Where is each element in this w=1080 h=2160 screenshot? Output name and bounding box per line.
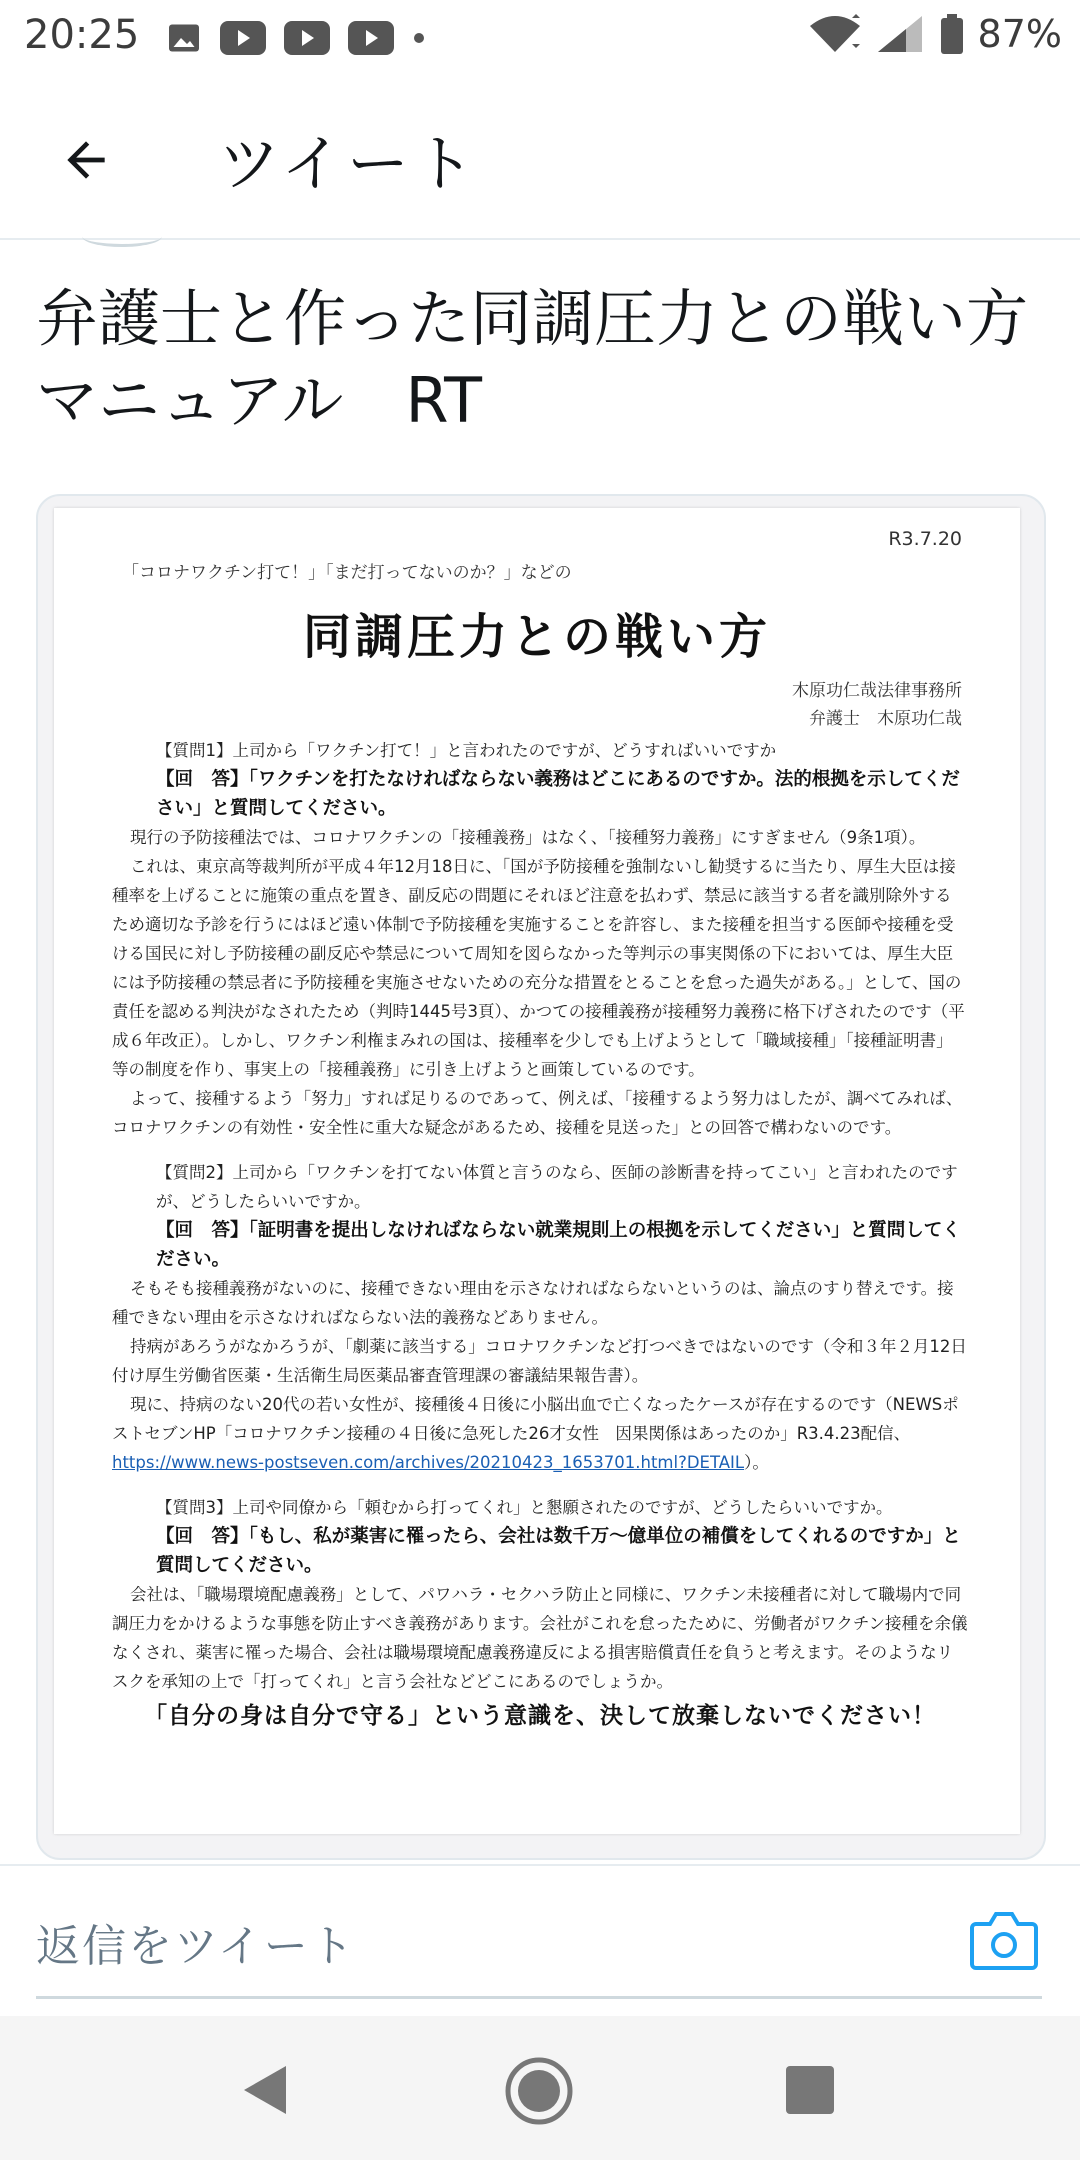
document-body xyxy=(112,736,968,1754)
paragraph: そもそも接種義務がないのに、接種できない理由を示さなければならないというのは、論点のすり替えです。接種できない理由を示さなければならない法的義務などありません。 xyxy=(112,1279,954,1327)
battery-icon xyxy=(940,14,964,54)
divider xyxy=(36,1996,1042,1999)
paragraph-tail: ）。 xyxy=(744,1453,769,1472)
youtube-icon xyxy=(284,21,330,55)
avatar[interactable] xyxy=(82,226,162,247)
nav-home-icon[interactable] xyxy=(504,2056,574,2126)
nav-recents-icon[interactable] xyxy=(786,2066,834,2114)
answer-3: 【回 答】「もし、私が薬害に罹ったら、会社は数千万～億単位の補償をしてくれるのですか」と質問してください。 xyxy=(156,1526,961,1576)
paragraph: 持病があろうがなかろうが、「劇薬に該当する」コロナワクチンなど打つべきではないのです（令和３年２月12日付け厚生労働省医薬・生活衛生局医薬品審査管理課の審議結果報告書）。 xyxy=(112,1337,967,1385)
document-subtitle: 「コロナワクチン打て！」「まだ打ってないのか？」などの xyxy=(122,563,572,583)
app-header xyxy=(0,76,1080,240)
document-page xyxy=(54,508,1020,1834)
nav-back-icon[interactable] xyxy=(240,2062,290,2118)
tweet-image[interactable] xyxy=(36,494,1046,1860)
back-button[interactable] xyxy=(50,124,122,196)
reply-bar xyxy=(0,1864,1080,2014)
answer-2: 【回 答】「証明書を提出しなければならない就業規則上の根拠を示してください」と質問してください。 xyxy=(156,1220,961,1270)
question-2: 【質問2】上司から「ワクチンを打てない体質と言うのなら、医師の診断書を持ってこい」と言われたのですが、どうしたらいいですか。 xyxy=(156,1163,958,1211)
document-author: 弁護士 木原功仁哉 xyxy=(809,709,962,729)
page-title: ツイート xyxy=(218,127,479,200)
reply-input[interactable]: 返信をツイート xyxy=(36,1921,356,1972)
article-link: https://www.news-postseven.com/archives/20210423_1653701.html?DETAIL xyxy=(112,1453,745,1472)
question-1: 【質問1】上司から「ワクチン打て！」と言われたのですが、どうすればいいですか xyxy=(156,741,777,760)
wifi-icon xyxy=(808,14,862,54)
camera-icon xyxy=(970,1910,1038,1970)
paragraph: よって、接種するよう「努力」すれば足りるのであって、例えば、「接種するよう努力はしたが、調べてみれば、コロナワクチンの有効性・安全性に重大な疑念があるため、接種を見送った」との回答で構わないのです。 xyxy=(112,1089,963,1137)
status-time: 20:25 xyxy=(24,12,140,58)
closing-statement: 「自分の身は自分で守る」という意識を、決して放棄しないでください！ xyxy=(144,1703,936,1729)
paragraph: 会社は、「職場環境配慮義務」として、パワハラ・セクハラ防止と同様に、ワクチン未接種者に対して職場内で同調圧力をかけるような事態を防止すべき義務があります。会社がこれを怠ったために、労働者がワクチン接種を余儀なくされ、薬害に罹った場合、会社は職場環境配慮義務違反による損害賠償責任を負うと考えます。そのようなリスクを承知の上で「打ってくれ」と言う会社などどこにあるのでしょうか。 xyxy=(112,1585,968,1691)
youtube-icon xyxy=(220,21,266,55)
document-firm: 木原功仁哉法律事務所 xyxy=(792,681,962,701)
document-date: R3.7.20 xyxy=(888,528,962,550)
tweet-text: 弁護士と作った同調圧力との戦い方マニュアル RT xyxy=(36,282,1029,437)
document-title: 同調圧力との戦い方 xyxy=(302,609,771,665)
battery-percentage: 87% xyxy=(977,12,1062,56)
youtube-icon xyxy=(348,21,394,55)
paragraph: 現行の予防接種法では、コロナワクチンの「接種義務」はなく、「接種努力義務」にすぎません（9条1項）。 xyxy=(130,828,926,847)
system-nav-bar xyxy=(0,2016,1080,2160)
dot-icon xyxy=(412,31,426,45)
status-bar xyxy=(0,0,1080,76)
image-icon xyxy=(166,20,202,56)
answer-1: 【回 答】「ワクチンを打たなければならない義務はどこにあるのですか。法的根拠を示してください」と質問してください。 xyxy=(156,769,960,819)
question-3: 【質問3】上司や同僚から「頼むから打ってくれ」と懇願されたのですが、どうしたらいいですか。 xyxy=(156,1498,893,1517)
notification-icons xyxy=(166,20,426,56)
signal-icon xyxy=(876,14,926,54)
paragraph-text: 現に、持病のない20代の若い女性が、接種後４日後に小脳出血で亡くなったケースが存在するのです（NEWSポストセブンHP「コロナワクチン接種の４日後に急死した26才女性 因果関係はあったのか」R3.4.23配信、 xyxy=(112,1395,959,1443)
arrow-left-icon xyxy=(58,132,114,188)
paragraph xyxy=(112,1390,968,1477)
camera-button[interactable] xyxy=(970,1910,1038,1970)
paragraph: これは、東京高等裁判所が平成４年12月18日に、「国が予防接種を強制ないし勧奨するに当たり、厚生大臣は接種率を上げることに施策の重点を置き、副反応の問題にそれほど注意を払わず、禁忌に該当する者を識別除外するため適切な予診を行うにはほど遠い体制で予防接種を実施することを許容し、また接種を担当する医師や接種を受ける国民に対し予防接種の副反応や禁忌について周知を図らなかった等判示の事実関係の下においては、厚生大臣には予防接種の禁忌者に予防接種を実施させないための充分な措置をとることを怠った過失がある。」として、国の責任を認める判決がなされたため（判時1445号3頁）、かつての接種義務が接種努力義務に格下げされたのです（平成６年改正）。しかし、ワクチン利権まみれの国は、接種率を少しでも上げようとして「職域接種」「接種証明書」等の制度を作り、事実上の「接種義務」に引き上げようと画策しているのです。 xyxy=(112,857,965,1079)
